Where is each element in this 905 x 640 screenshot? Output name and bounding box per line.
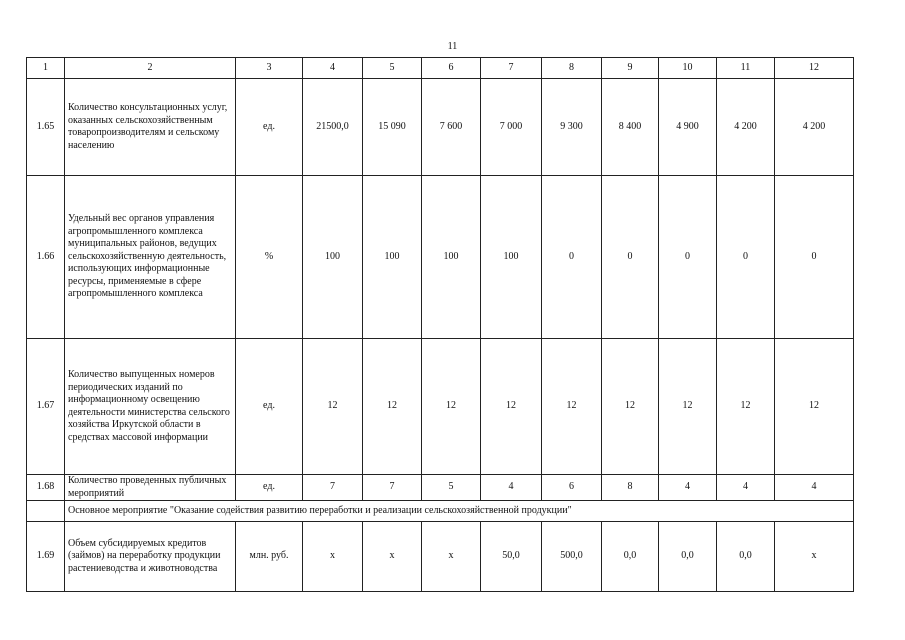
- section-row: [27, 501, 854, 522]
- unit-cell: ед.: [236, 475, 303, 501]
- unit-cell: ед.: [236, 79, 303, 176]
- value-cell: 0: [542, 176, 602, 339]
- header-cell: 4: [303, 58, 363, 79]
- indicators-table: [26, 57, 854, 592]
- value-cell: 0,0: [602, 522, 659, 592]
- value-cell: 15 090: [363, 79, 422, 176]
- value-cell: х: [363, 522, 422, 592]
- indicator-name: Количество проведенных публичных мероприятий: [65, 475, 236, 501]
- value-cell: 21500,0: [303, 79, 363, 176]
- value-cell: 9 300: [542, 79, 602, 176]
- table-row: [27, 475, 854, 501]
- value-cell: 12: [602, 339, 659, 475]
- value-cell: 12: [542, 339, 602, 475]
- value-cell: 4: [481, 475, 542, 501]
- value-cell: 4: [717, 475, 775, 501]
- value-cell: 50,0: [481, 522, 542, 592]
- value-cell: 12: [659, 339, 717, 475]
- indicator-name: Количество консультационных услуг, оказанных сельскохозяйственным товаропроизводителям и сельскому населению: [65, 79, 236, 176]
- header-cell: 11: [717, 58, 775, 79]
- value-cell: 4 200: [717, 79, 775, 176]
- value-cell: 100: [481, 176, 542, 339]
- row-number: 1.66: [27, 176, 65, 339]
- value-cell: 7 000: [481, 79, 542, 176]
- table-row: [27, 176, 854, 339]
- unit-cell: млн. руб.: [236, 522, 303, 592]
- page-number: 11: [447, 41, 458, 52]
- indicator-name: Объем субсидируемых кредитов (займов) на переработку продукции растениеводства и животноводства: [65, 522, 236, 592]
- value-cell: 4: [775, 475, 854, 501]
- header-cell: 6: [422, 58, 481, 79]
- value-cell: 4: [659, 475, 717, 501]
- header-cell: 9: [602, 58, 659, 79]
- value-cell: х: [775, 522, 854, 592]
- value-cell: 8 400: [602, 79, 659, 176]
- header-cell: 10: [659, 58, 717, 79]
- value-cell: 0: [717, 176, 775, 339]
- value-cell: 100: [303, 176, 363, 339]
- value-cell: 7: [303, 475, 363, 501]
- value-cell: х: [422, 522, 481, 592]
- header-cell: 1: [27, 58, 65, 79]
- value-cell: 12: [717, 339, 775, 475]
- value-cell: 4 200: [775, 79, 854, 176]
- value-cell: 12: [775, 339, 854, 475]
- value-cell: 0: [775, 176, 854, 339]
- row-number: 1.68: [27, 475, 65, 501]
- value-cell: 500,0: [542, 522, 602, 592]
- value-cell: 100: [363, 176, 422, 339]
- header-cell: 5: [363, 58, 422, 79]
- value-cell: 0,0: [659, 522, 717, 592]
- value-cell: 6: [542, 475, 602, 501]
- value-cell: 7: [363, 475, 422, 501]
- table-row: [27, 522, 854, 592]
- value-cell: 8: [602, 475, 659, 501]
- row-number: 1.65: [27, 79, 65, 176]
- value-cell: 5: [422, 475, 481, 501]
- value-cell: 7 600: [422, 79, 481, 176]
- table-row: [27, 339, 854, 475]
- value-cell: 0: [602, 176, 659, 339]
- value-cell: 12: [422, 339, 481, 475]
- header-cell: 7: [481, 58, 542, 79]
- unit-cell: %: [236, 176, 303, 339]
- row-number: 1.69: [27, 522, 65, 592]
- value-cell: 4 900: [659, 79, 717, 176]
- value-cell: 100: [422, 176, 481, 339]
- section-number: [27, 501, 65, 522]
- table-row: [27, 79, 854, 176]
- header-cell: 2: [65, 58, 236, 79]
- header-row: [27, 58, 854, 79]
- value-cell: х: [303, 522, 363, 592]
- value-cell: 12: [363, 339, 422, 475]
- value-cell: 12: [303, 339, 363, 475]
- header-cell: 3: [236, 58, 303, 79]
- unit-cell: ед.: [236, 339, 303, 475]
- header-cell: 8: [542, 58, 602, 79]
- indicator-name: Удельный вес органов управления агропромышленного комплекса муниципальных районов, ведущих сельскохозяйственную деятельность, использующих информационные ресурсы, применяемые в сфере агропромышленного комплекса: [65, 176, 236, 339]
- value-cell: 12: [481, 339, 542, 475]
- section-title: Основное мероприятие "Оказание содействия развитию переработки и реализации сельскохозяйственной продукции": [65, 501, 854, 522]
- indicator-name: Количество выпущенных номеров периодических изданий по информационному освещению деятельности министерства сельского хозяйства Иркутской области в средствах массовой информации: [65, 339, 236, 475]
- value-cell: 0,0: [717, 522, 775, 592]
- row-number: 1.67: [27, 339, 65, 475]
- header-cell: 12: [775, 58, 854, 79]
- value-cell: 0: [659, 176, 717, 339]
